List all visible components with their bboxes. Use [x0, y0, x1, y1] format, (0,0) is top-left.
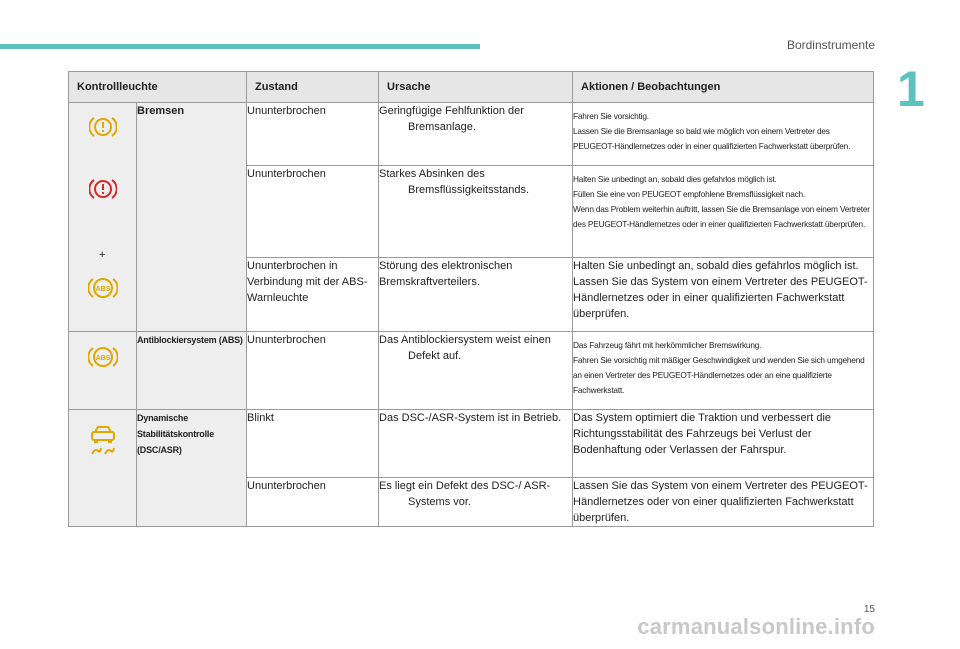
ursache-cell [379, 103, 573, 166]
aktionen-cell: Das System optimiert die Traktion und verbessert die Richtungsstabilität des Fahrzeugs bei Verlust der Bodenhaftung oder Verlassen der Fahrspur. [573, 410, 874, 478]
zustand-cell: Ununterbrochen [247, 332, 379, 410]
plus-sign: + [99, 249, 106, 261]
aktion-line: Fahren Sie vorsichtig. [573, 111, 649, 121]
aktion-line: Lassen Sie das System von einem Vertreter des PEUGEOT-Händlernetzes oder in einer qualifizierten Fachwerkstatt überprüfen. [573, 276, 868, 320]
ursache-text: Geringfügige Fehlfunktion der Bremsanlage. [379, 105, 524, 133]
col-header-zustand: Zustand [247, 72, 379, 103]
ursache-cell [379, 332, 573, 410]
aktion-line: Wenn das Problem weiterhin auftritt, lassen Sie die Bremsanlage von einem Vertreter des PEUGEOT-Händlernetzes oder in einer qualifizierten Fachwerkstatt überprüfen. [573, 204, 870, 229]
dsc-icon-cell [69, 410, 137, 527]
watermark: carmanualsonline.info [637, 614, 875, 639]
aktionen-cell [573, 332, 874, 410]
aktion-line: Lassen Sie die Bremsanlage so bald wie möglich von einem Vertreter des PEUGEOT-Händlernetzes oder in einer qualifizierten Fachwerkstatt überprüfen. [573, 126, 851, 151]
table-header-row [69, 72, 874, 103]
brake-warning-red-icon [89, 177, 117, 201]
group-name-abs: Antiblockiersystem (ABS) [137, 332, 247, 410]
abs-icon [88, 275, 118, 301]
aktion-line: Fahren Sie vorsichtig mit mäßiger Geschwindigkeit und wenden Sie sich umgehend an einen Vertreter des PEUGEOT-Händlernetzes oder an eine qualifizierte Fachwerkstatt. [573, 355, 865, 395]
aktionen-cell [573, 103, 874, 166]
abs-icon-cell [69, 332, 137, 410]
section-title: Bordinstrumente [786, 38, 875, 52]
ursache-text: Starkes Absinken des Bremsflüssigkeitsstands. [379, 168, 530, 196]
col-header-ursache: Ursache [379, 72, 573, 103]
svg-text:ABS: ABS [95, 355, 110, 362]
zustand-cell: Blinkt [247, 410, 379, 478]
aktionen-cell: Lassen Sie das System von einem Vertreter des PEUGEOT-Händlernetzes oder von einer qualifizierten Fachwerkstatt überprüfen. [573, 478, 874, 527]
table-row [69, 410, 874, 478]
group-name-brakes: Bremsen [137, 103, 247, 332]
zustand-cell: Ununterbrochen [247, 478, 379, 527]
abs-icon [88, 344, 118, 370]
dsc-asr-icon [87, 424, 119, 456]
table-row [69, 103, 874, 166]
svg-text:ABS: ABS [95, 286, 111, 293]
page-number: 15 [863, 604, 875, 615]
ursache-cell [379, 166, 573, 258]
ursache-cell: Das DSC-/ASR-System ist in Betrieb. [379, 410, 573, 478]
aktion-line: Füllen Sie eine von PEUGEOT empfohlene Bremsflüssigkeit nach. [573, 189, 806, 199]
aktionen-cell [573, 166, 874, 258]
zustand-cell: Ununterbrochen [247, 166, 379, 258]
ursache-text: Es liegt ein Defekt des DSC-/ ASR-Systems vor. [379, 480, 551, 508]
table-row [69, 332, 874, 410]
brake-warning-amber-icon [89, 115, 117, 139]
zustand-cell: Ununterbrochen in Verbindung mit der ABS-Warnleuchte [247, 258, 379, 332]
aktionen-cell [573, 258, 874, 332]
ursache-cell: Störung des elektronischen Bremskraftverteilers. [379, 258, 573, 332]
col-header-aktionen: Aktionen / Beobachtungen [573, 72, 874, 103]
aktion-line: Das Fahrzeug fährt mit herkömmlicher Bremswirkung. [573, 340, 762, 350]
ursache-text: Das Antiblockiersystem weist einen Defekt auf. [379, 334, 551, 362]
aktion-line: Halten Sie unbedingt an, sobald dies gefahrlos möglich ist. [573, 174, 777, 184]
col-header-kontrollleuchte: Kontrollleuchte [69, 72, 247, 103]
brakes-icon-cell [69, 103, 137, 332]
aktion-line: Halten Sie unbedingt an, sobald dies gefahrlos möglich ist. [573, 260, 859, 272]
zustand-cell: Ununterbrochen [247, 103, 379, 166]
warning-light-table [68, 71, 874, 527]
ursache-cell [379, 478, 573, 527]
header-accent-bar [0, 44, 480, 49]
group-name-dsc: Dynamische Stabilitätskontrolle (DSC/ASR) [137, 410, 247, 527]
chapter-number: 1 [897, 61, 925, 117]
